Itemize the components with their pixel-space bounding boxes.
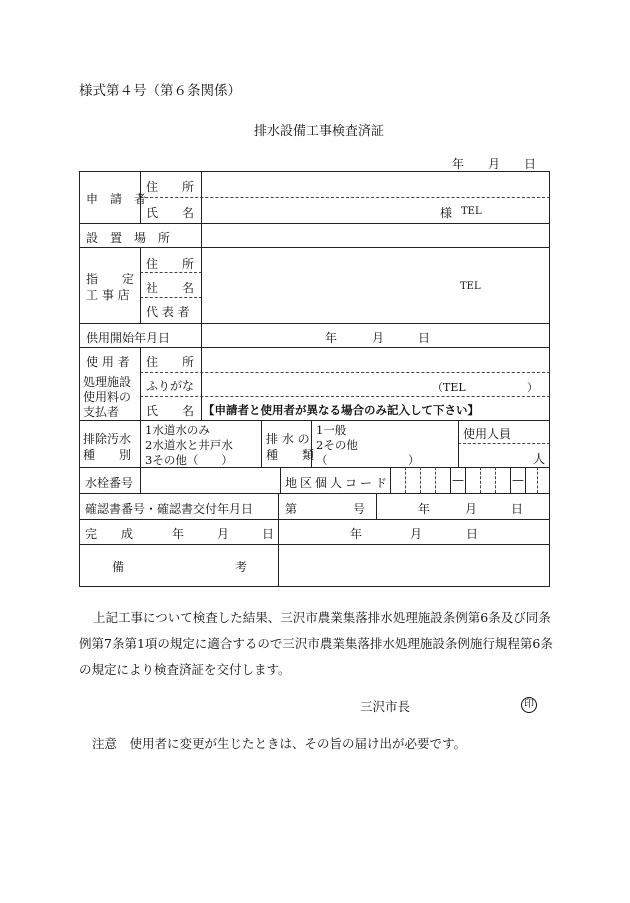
issue-date-month: 月 bbox=[488, 157, 501, 171]
confirmation-day: 日 bbox=[511, 502, 524, 516]
applicant-address-label: 住 所 bbox=[146, 180, 195, 194]
fee-payer-label-3: 支払者 bbox=[83, 405, 120, 419]
contractor-company-label: 社 名 bbox=[146, 281, 195, 295]
user-address-label: 住 所 bbox=[146, 355, 195, 369]
contractor-field[interactable] bbox=[210, 252, 540, 318]
applicant-tel-label: TEL bbox=[461, 206, 482, 217]
service-start-month: 月 bbox=[372, 331, 385, 345]
meter-number-label: 水栓番号 bbox=[85, 476, 134, 490]
user-tel-open: （TEL bbox=[432, 381, 466, 394]
drain-type-option-2[interactable]: 2その他 bbox=[316, 438, 358, 452]
wastewater-option-3[interactable]: 3その他（ ） bbox=[145, 453, 233, 467]
user-name-label: 氏 名 bbox=[146, 404, 195, 418]
users-count-field[interactable] bbox=[462, 446, 530, 464]
contractor-tel-label: TEL bbox=[460, 281, 481, 292]
wastewater-option-1[interactable]: 1水道水のみ bbox=[145, 423, 210, 437]
completion-month: 月 bbox=[217, 527, 230, 541]
remarks-field[interactable] bbox=[284, 548, 544, 582]
fee-payer-label-2: 使用料の bbox=[83, 390, 132, 404]
drain-type-label-1: 排 水 の bbox=[266, 432, 310, 446]
document-title: 排水設備工事検査済証 bbox=[254, 124, 385, 139]
contractor-label-1: 指 定 bbox=[86, 272, 135, 286]
inspection-day: 日 bbox=[466, 527, 479, 541]
user-tel-close: ） bbox=[527, 381, 538, 394]
service-start-label: 供用開始年月日 bbox=[86, 331, 171, 345]
seal-icon: 印 bbox=[521, 697, 537, 713]
user-furigana-label: ふりがな bbox=[146, 379, 195, 393]
applicant-address-field[interactable] bbox=[210, 174, 540, 194]
wastewater-label-1: 排除汚水 bbox=[83, 432, 132, 446]
site-field[interactable] bbox=[210, 227, 540, 245]
meter-number-field[interactable] bbox=[145, 470, 275, 490]
confirmation-year: 年 bbox=[418, 502, 431, 516]
completion-label: 完 成 bbox=[85, 527, 134, 541]
wastewater-label-2: 種 別 bbox=[83, 448, 132, 462]
wastewater-option-2[interactable]: 2水道水と井戸水 bbox=[145, 438, 233, 452]
remarks-label-ko: 考 bbox=[235, 560, 248, 574]
inspection-year: 年 bbox=[350, 527, 363, 541]
confirmation-label: 確認書番号・確認書交付年月日 bbox=[85, 502, 254, 516]
users-count-label: 使用人員 bbox=[463, 427, 512, 441]
user-note: 【申請者と使用者が異なる場合のみ記入して下さい】 bbox=[203, 403, 479, 417]
drain-type-option-1[interactable]: 1一般 bbox=[316, 423, 347, 437]
applicant-name-label: 氏 名 bbox=[146, 206, 195, 220]
district-code-dash-2: — bbox=[512, 473, 524, 487]
remarks-label-bi: 備 bbox=[112, 560, 125, 574]
issue-date-day: 日 bbox=[524, 157, 537, 171]
drain-type-label-2: 種 類 bbox=[266, 448, 315, 462]
contractor-rep-label: 代 表 者 bbox=[146, 305, 190, 319]
contractor-address-label: 住 所 bbox=[146, 257, 195, 271]
user-address-field[interactable] bbox=[210, 350, 540, 370]
completion-day: 日 bbox=[262, 527, 275, 541]
inspection-month: 月 bbox=[410, 527, 423, 541]
drain-type-other-paren: （ ） bbox=[316, 453, 420, 467]
completion-year: 年 bbox=[172, 527, 185, 541]
notice-text: 注意 使用者に変更が生じたときは、その旨の届け出が必要です。 bbox=[92, 736, 467, 751]
fee-payer-label-1: 処理施設 bbox=[83, 375, 132, 389]
users-count-unit: 人 bbox=[533, 452, 546, 466]
applicant-name-field[interactable] bbox=[210, 200, 430, 220]
applicant-honorific: 様 bbox=[440, 206, 453, 220]
certification-paragraph: 上記工事について検査した結果、三沢市農業集落排水処理施設条例第6条及び同条例第7条第1項の規定に適合するので三沢市農業集落排水処理施設条例施行規程第6条の規定により検査済証を交付します。 bbox=[79, 610, 553, 677]
confirmation-month: 月 bbox=[465, 502, 478, 516]
district-code-label: 地区個人コード bbox=[285, 476, 391, 490]
district-code-dash-1: — bbox=[452, 473, 464, 487]
applicant-label: 申 請 者 bbox=[86, 192, 147, 206]
form-number: 様式第４号（第６条関係） bbox=[79, 83, 241, 99]
confirmation-dai: 第 bbox=[285, 502, 298, 516]
user-label: 使 用 者 bbox=[86, 355, 130, 369]
contractor-label-2: 工 事 店 bbox=[86, 288, 130, 302]
site-label: 設 置 場 所 bbox=[86, 231, 171, 245]
confirmation-go: 号 bbox=[353, 502, 366, 516]
mayor-signature: 三沢市長 bbox=[360, 699, 411, 714]
issue-date-year: 年 bbox=[452, 157, 465, 171]
service-start-day: 日 bbox=[418, 331, 431, 345]
service-start-year: 年 bbox=[325, 331, 338, 345]
